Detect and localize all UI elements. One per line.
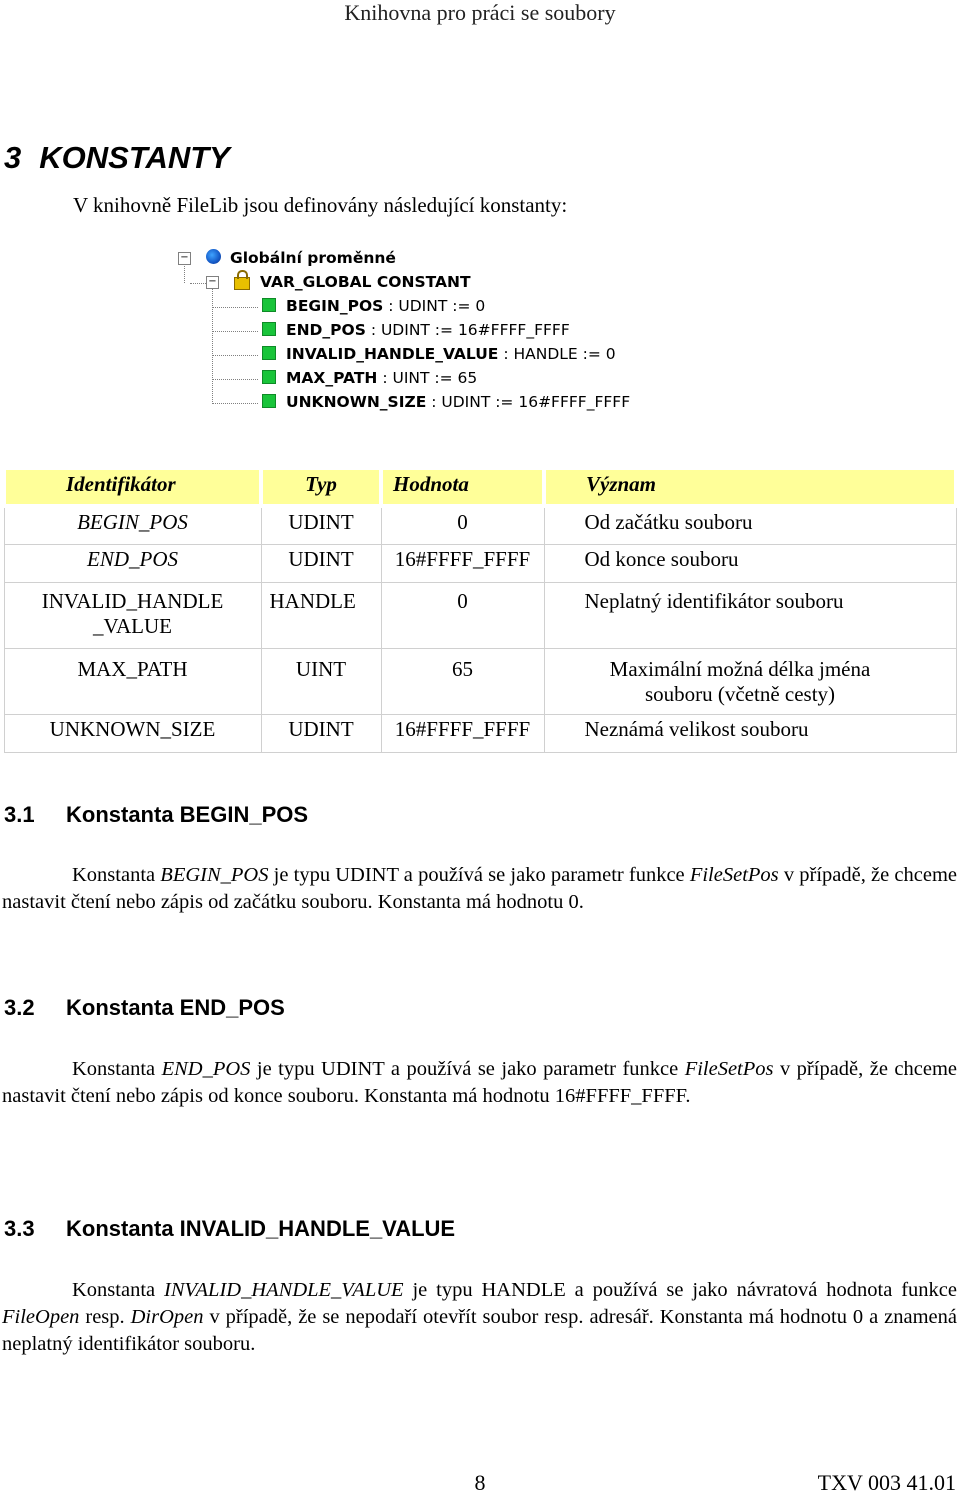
tree-item-name: END_POS xyxy=(286,321,366,339)
table-row xyxy=(4,582,956,648)
tree-group-label: VAR_GLOBAL CONSTANT xyxy=(260,273,471,291)
tree-connector xyxy=(212,307,258,308)
tree-root-label: Globální proměnné xyxy=(230,249,396,267)
variable-icon xyxy=(262,322,276,336)
cell-meaning: Neznámá velikost souboru xyxy=(544,714,956,752)
text: Konstanta xyxy=(72,1058,162,1080)
collapse-icon[interactable]: − xyxy=(178,252,191,265)
subsection-title: Konstanta END_POS xyxy=(66,995,285,1020)
subsection-number: 3.1 xyxy=(4,802,35,827)
text: Konstanta xyxy=(72,864,161,886)
tree-connector xyxy=(190,283,206,284)
section-intro: V knihovně FileLib jsou definovány následující konstanty: xyxy=(73,193,568,217)
cell-value: 16#FFFF_FFFF xyxy=(381,714,544,752)
code-ref: DirOpen xyxy=(130,1306,204,1328)
code-ref: FileOpen xyxy=(2,1306,80,1328)
text: je typu UDINT a používá se jako parametr funkce xyxy=(250,1058,685,1080)
table-row xyxy=(4,648,956,714)
cell-type: UINT xyxy=(261,648,381,714)
table-row xyxy=(4,544,956,582)
tree-item-decl: : UDINT := 0 xyxy=(383,297,486,315)
tree-item[interactable] xyxy=(262,367,477,389)
text: v případě, že chceme nastavit čtení nebo zápis od začátku souboru. Konstanta má hodnotu 0. xyxy=(2,864,957,913)
cell-type: UDINT xyxy=(261,544,381,582)
tree-item-decl: : UDINT := 16#FFFF_FFFF xyxy=(426,393,631,411)
cell-value: 0 xyxy=(381,506,544,544)
table-row xyxy=(4,506,956,544)
cell-identifier: UNKNOWN_SIZE xyxy=(4,714,261,752)
text: je typu HANDLE a používá se jako návratová hodnota funkce xyxy=(403,1279,957,1301)
section-heading xyxy=(4,140,230,176)
tree-item[interactable] xyxy=(262,391,630,413)
page-number: 8 xyxy=(474,1470,486,1495)
collapse-icon[interactable]: − xyxy=(206,276,219,289)
text: je typu UDINT a používá se jako parametr funkce xyxy=(268,864,690,886)
col-header-identifier: Identifikátor xyxy=(4,468,261,506)
code-ref: BEGIN_POS xyxy=(160,864,269,886)
code-ref: FileSetPos xyxy=(689,864,779,886)
text: resp. xyxy=(79,1306,131,1328)
variable-icon xyxy=(262,298,276,312)
globe-icon xyxy=(206,249,221,264)
tree-item-decl: : UDINT := 16#FFFF_FFFF xyxy=(365,321,570,339)
col-header-value: Hodnota xyxy=(381,468,544,506)
constants-table xyxy=(2,466,958,753)
subsection-heading xyxy=(4,802,308,828)
subsection-heading xyxy=(4,1216,455,1242)
section-title: KONSTANTY xyxy=(39,140,230,175)
cell-type: UDINT xyxy=(261,714,381,752)
table-header-row xyxy=(4,468,956,506)
cell-identifier: END_POS xyxy=(4,544,261,582)
tree-item-name: BEGIN_POS xyxy=(286,297,384,315)
variable-icon xyxy=(262,394,276,408)
cell-value: 16#FFFF_FFFF xyxy=(381,544,544,582)
cell-meaning: Neplatný identifikátor souboru xyxy=(544,582,956,648)
tree-item-name: UNKNOWN_SIZE xyxy=(286,393,427,411)
tree-item-decl: : UINT := 65 xyxy=(377,369,478,387)
tree-connector xyxy=(212,403,258,404)
tree-connector xyxy=(212,379,258,380)
subsection-title: Konstanta BEGIN_POS xyxy=(66,802,309,827)
tree-connector xyxy=(212,355,258,356)
variable-icon xyxy=(262,370,276,384)
code-ref: END_POS xyxy=(161,1058,251,1080)
document-code: TXV 003 41.01 xyxy=(817,1470,956,1495)
tree-item[interactable] xyxy=(262,295,485,317)
table-row xyxy=(4,714,956,752)
running-header: Knihovna pro práci se soubory xyxy=(344,0,616,25)
tree-item-name: INVALID_HANDLE_VALUE xyxy=(286,345,499,363)
tree-item[interactable] xyxy=(262,319,570,341)
subsection-number: 3.3 xyxy=(4,1216,35,1241)
section-number: 3 xyxy=(4,140,22,175)
cell-meaning: Od začátku souboru xyxy=(544,506,956,544)
subsection-number: 3.2 xyxy=(4,995,35,1020)
code-ref: INVALID_HANDLE_VALUE xyxy=(164,1279,404,1301)
code-ref: FileSetPos xyxy=(684,1058,774,1080)
lock-icon xyxy=(234,277,250,290)
text: v případě, že chceme nastavit čtení nebo zápis od konce souboru. Konstanta má hodnotu 16#FFFF_FFFF. xyxy=(2,1058,957,1107)
tree-item[interactable] xyxy=(262,343,616,365)
cell-type: HANDLE xyxy=(261,582,381,648)
subsection-paragraph xyxy=(2,862,957,916)
subsection-heading xyxy=(4,995,285,1021)
cell-value: 0 xyxy=(381,582,544,648)
cell-meaning: Od konce souboru xyxy=(544,544,956,582)
cell-identifier: INVALID_HANDLE _VALUE xyxy=(4,582,261,648)
variable-icon xyxy=(262,346,276,360)
cell-identifier: MAX_PATH xyxy=(4,648,261,714)
text: Konstanta xyxy=(72,1279,165,1301)
tree-item-decl: : HANDLE := 0 xyxy=(498,345,616,363)
cell-identifier: BEGIN_POS xyxy=(4,506,261,544)
subsection-title: Konstanta INVALID_HANDLE_VALUE xyxy=(66,1216,456,1241)
tree-connector xyxy=(212,331,258,332)
cell-meaning: Maximální možná délka jména souboru (včetně cesty) xyxy=(544,648,956,714)
subsection-paragraph xyxy=(2,1277,957,1358)
cell-value: 65 xyxy=(381,648,544,714)
tree-item-name: MAX_PATH xyxy=(286,369,378,387)
constants-tree xyxy=(178,244,648,416)
col-header-meaning: Význam xyxy=(544,468,956,506)
cell-type: UDINT xyxy=(261,506,381,544)
col-header-type: Typ xyxy=(261,468,381,506)
subsection-paragraph xyxy=(2,1056,957,1110)
text: v případě, že se nepodaří otevřít soubor resp. adresář. Konstanta má hodnotu 0 a znamená neplatný identifikátor souboru. xyxy=(2,1306,958,1355)
